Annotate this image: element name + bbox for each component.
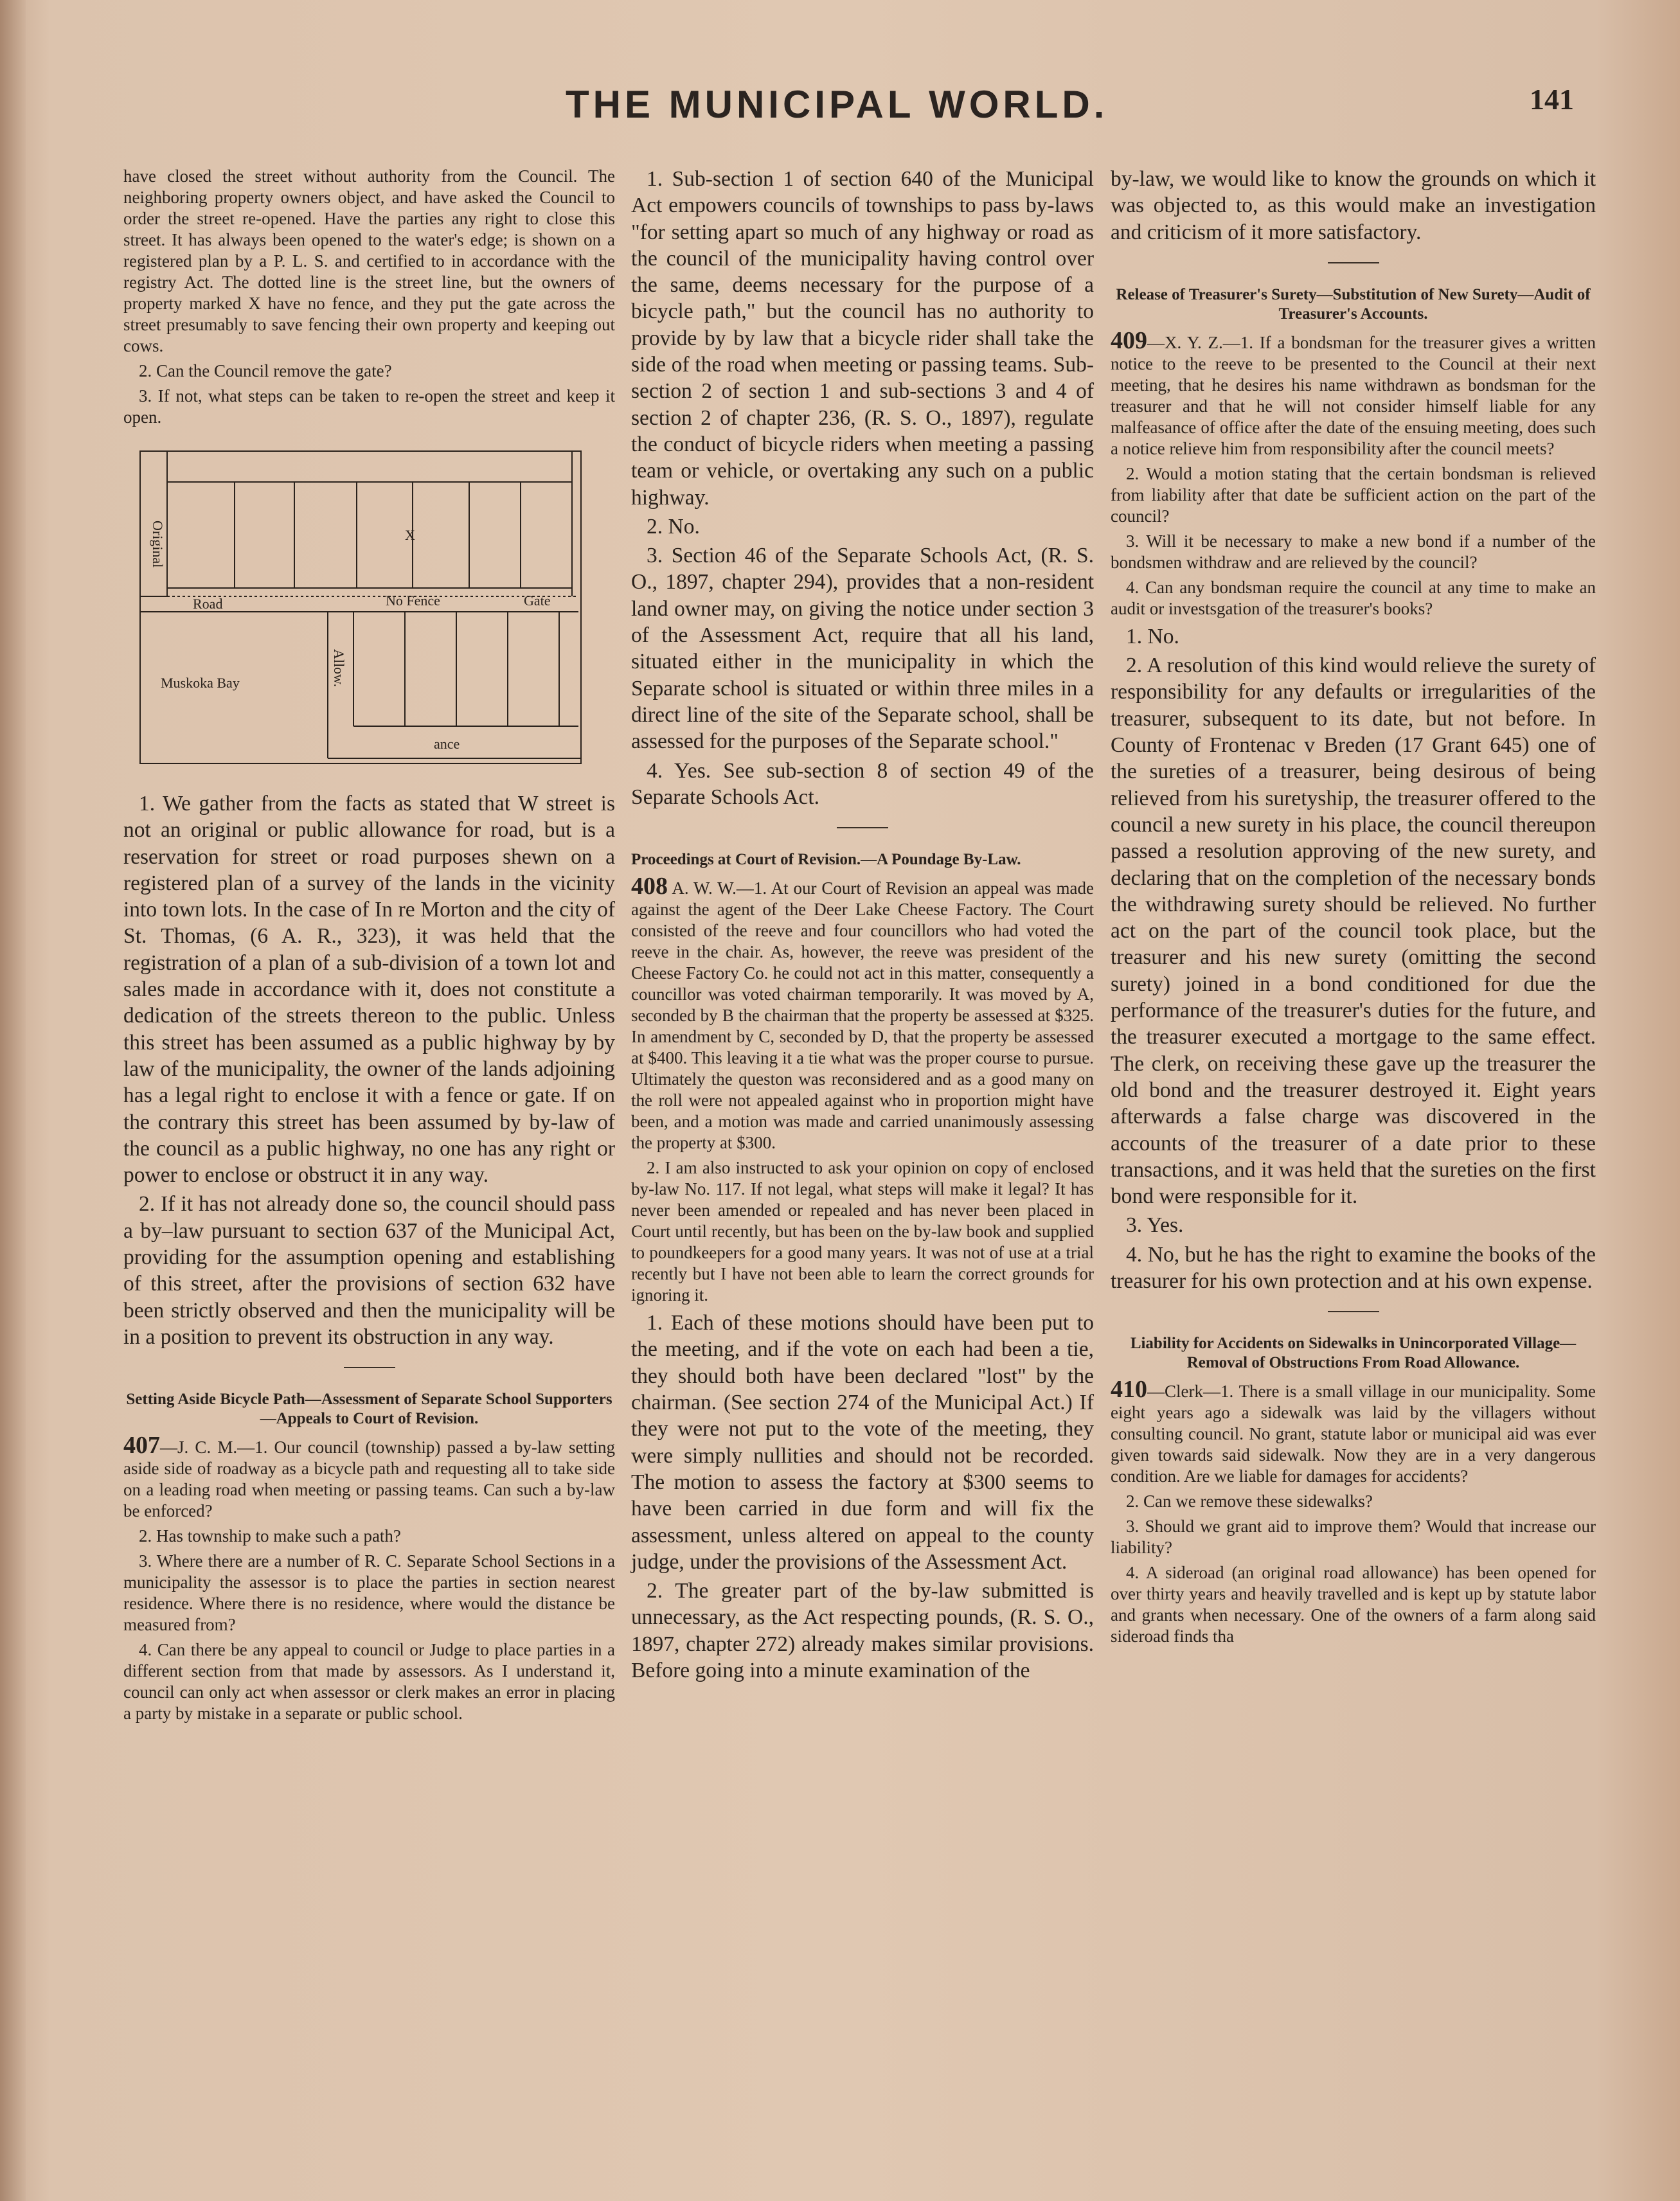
diagram-label-gate: Gate bbox=[524, 593, 551, 609]
page-number: 141 bbox=[1530, 83, 1574, 116]
query-408-question-2: 2. I am also instructed to ask your opinion on copy of enclosed by-law No. 117. If not legal, what steps will make it legal? It has never been amended or repealed and has never been placed in Court until recently, but has been on the by-law book and supplied to poundkeepers for a good many years. It was not of use at a trial recently but I have not been able to learn the correct grounds for ignoring it. bbox=[631, 1158, 1094, 1305]
query-410-question-2: 2. Can we remove these sidewalks? bbox=[1126, 1492, 1373, 1511]
section-divider bbox=[1328, 262, 1379, 263]
query-409-question-1: —X. Y. Z.—1. If a bondsman for the treasurer gives a written notice to the reeve to be presented to the Council at their next meeting, that he desires his name withdrawn as bondsman for the treasurer and that he will not consider himself liable for any malfeasance of office after the date of the ensuing meeting, does such a notice relieve him from responsibility after the council meets? bbox=[1111, 332, 1596, 458]
query-409-question-4: 4. Can any bondsman require the council at any time to make an audit or investsgation of the treasurer's books? bbox=[1111, 577, 1596, 618]
query-407-question-2: 2. Has township to make such a path? bbox=[139, 1526, 401, 1546]
diagram-label-x: X bbox=[405, 527, 415, 543]
answer-2-street: 2. If it has not already done so, the council should pass a by–law pursuant to section 637 of the Municipal Act, providing for the assumption opening and establishing of this street, after the provisions of section 632 have been strictly observed and then the municipality will be in a position to prevent its obstruction in any way. bbox=[123, 1192, 615, 1349]
diagram-label-no-fence: No Fence bbox=[386, 593, 440, 609]
query-number-408: 408 bbox=[631, 873, 668, 900]
diagram-label-road: Road bbox=[193, 596, 223, 612]
section-divider bbox=[344, 1367, 395, 1368]
diagram-label-muskoka-bay: Muskoka Bay bbox=[161, 675, 240, 691]
answer-407-1: 1. Sub-section 1 of section 640 of the Municipal Act empowers councils of townships to pass by-laws "for setting apart so much of any highway or road as the council of the municipality having control over the same, deems necessary for the purpose of a bicycle path," but the council has no authority to provide by by law that a bicycle rider shall take the side of the road when meeting or passing teams. Sub-section 2 of section 1 and sub-sections 3 and 4 of section 2 of chapter 236, (R. S. O., 1897), regulate the conduct of bicycle riders when meeting a passing team or vehicle, or overtaking any such on a public highway. bbox=[631, 167, 1094, 510]
column-1 bbox=[123, 166, 615, 1728]
section-divider bbox=[837, 827, 888, 828]
answer-1-street: 1. We gather from the facts as stated that W street is not an original or public allowance for road, but is a reservation for street or road purposes shewn on a registered plan of a survey of the lands in the vicinity into town lots. In the case of In re Morton and the city of St. Thomas, (6 A. R., 323), it was held that the registration of a plan of a sub-division of a town lot and sales made in accordance with it, does not constitute a dedication of the streets thereon to the public. Unless this street has been assumed as a public highway by by law of the municipality, the owner of the lands adjoining has a legal right to enclose it with a fence or gate. If on the contrary this street has been assumed by by-law of the council as a public highway, no one has any right or power to enclose or obstruct it in any way. bbox=[123, 792, 615, 1188]
diagram-label-original: Original bbox=[150, 521, 166, 568]
query-question-3: 3. If not, what steps can be taken to re-open the street and keep it open. bbox=[123, 386, 615, 427]
query-407-question-4: 4. Can there be any appeal to council or Judge to place parties in a different section from that made by assessors. As I understand it, council can only act when assessor or clerk makes an error in placing a party by mistake in a separate or public school. bbox=[123, 1640, 615, 1724]
street-plan-diagram bbox=[135, 443, 585, 771]
answer-407-2: 2. No. bbox=[647, 514, 700, 539]
answer-407-4: 4. Yes. See sub-section 8 of section 49 of the Separate Schools Act. bbox=[631, 758, 1094, 809]
query-number-407: 407 bbox=[123, 1432, 160, 1459]
query-410-question-1: —Clerk—1. There is a small village in our municipality. Some eight years ago a sidewalk was laid by the villagers without consulting council. No grant, statute labor or municipal aid was ever given towards said sidewalk. Now they are in a very dangerous condition. Are we liable for damages for accidents? bbox=[1111, 1382, 1596, 1486]
query-410-question-4: 4. A sideroad (an original road allowance) has been opened for over thirty years and heavily travelled and is kept up by statute labor and grants when necessary. One of the owners of a farm along said sideroad finds tha bbox=[1111, 1563, 1596, 1646]
diagram-label-ance: ance bbox=[434, 736, 460, 752]
query-410-question-3: 3. Should we grant aid to improve them? Would that increase our liability? bbox=[1111, 1517, 1596, 1558]
section-divider bbox=[1328, 1311, 1379, 1312]
headline-407: Setting Aside Bicycle Path—Assessment of Separate School Supporters—Appeals to Court of Revision. bbox=[126, 1391, 612, 1428]
answer-408-1: 1. Each of these motions should have been put to the meeting, and if the vote on each had been a tie, they should both have been declared "lost" by the chairman. (See section 274 of the Municipal Act.) If they were not put to the vote of the meeting, they were simply nullities and should not be recorded. The motion to assess the factory at $300 seems to have been carried in due form and will fix the assessment, unless altered on appeal to the county judge, under the provisions of the Assessment Act. bbox=[631, 1311, 1094, 1574]
query-407-question-1: —J. C. M.—1. Our council (township) passed a by-law setting aside side of roadway as a bicycle path and requesting all to take side on a leading road when meeting or passing teams. Can such a by-law be enforced? bbox=[123, 1438, 615, 1521]
answer-408-2: 2. The greater part of the by-law submitted is unnecessary, as the Act respecting pounds, (R. S. O., 1897, chapter 272) already makes similar provisions. Before going into a minute examination of the bbox=[631, 1579, 1094, 1682]
masthead-title: THE MUNICIPAL WORLD. bbox=[566, 83, 1109, 126]
query-number-410: 410 bbox=[1111, 1376, 1147, 1403]
answer-409-4: 4. No, but he has the right to examine the books of the treasurer for his own protection and at his own expense. bbox=[1111, 1242, 1596, 1294]
column-3 bbox=[1111, 166, 1596, 1651]
query-408-question-1: A. W. W.—1. At our Court of Revision an appeal was made against the agent of the Deer Lake Cheese Factory. The Court consisted of the reeve and four councillors who had voted the reeve in the chair. As, however, the reeve was president of the Cheese Factory Co. he could not act in this matter, consequently a councillor was voted chairman temporarily. It was moved by A, seconded by B the chairman that the property be assessed at $325. In amendment by C, seconded by D, that the property be assessed at $400. This leaving it a tie what was the proper course to pursue. Ultimately the queston was reconsidered and as a good many on the roll were not appealed against who in proportion might have been, and a motion was made and carried unanimously assessing the property at $300. bbox=[631, 878, 1094, 1153]
query-number-409: 409 bbox=[1111, 326, 1147, 354]
answer-409-2: 2. A resolution of this kind would relieve the surety of responsibility for any defaults or irregularities of the treasurer, subsequent to its date, but not before. In County of Frontenac v Breden (17 Grant 645) one of the sureties of a treasurer, being desirous of being relieved from his suretyship, the treasurer offered to the council a new surety in his place, the council thereupon passed a resolution approving of the new surety, and declaring that on the completion of the necessary bonds the withdrawing surety should be relieved. No further act on the part of the council took place, but the treasurer and his new surety (omitting the second surety) joined in a bond conditioned for due the performance of the treasurer's duties for the future, and the treasurer executed a mortgage to the same effect. The clerk, on receiving these gave up the treasurer the old bond and the treasurer destroyed it. Eight years afterwards a false charge was discovered in the accounts of the treasurer of a date prior to these transactions, and it was held that the sureties on the first bond were responsible for it. bbox=[1111, 654, 1596, 1209]
query-intro-text: have closed the street without authority from the Council. The neighboring property owners object, and have asked the Council to order the street re-opened. Have the parties any right to close this street. It has always been opened to the water's edge; is shown on a registered plan by a P. L. S. and certified to in accordance with the registry Act. The dotted line is the street line, but the owners of property marked X have no fence, and they put the gate across the street presumably to save fencing their own property and keeping out cows. bbox=[123, 166, 615, 355]
query-409-question-2: 2. Would a motion stating that the certain bondsman is relieved from liability after that date be sufficient action on the part of the council? bbox=[1111, 463, 1596, 526]
answer-409-1: 1. No. bbox=[1126, 624, 1179, 648]
headline-408: Proceedings at Court of Revision.—A Poundage By-Law. bbox=[631, 851, 1021, 869]
diagram-label-allow: Allow. bbox=[331, 649, 347, 688]
answer-409-3: 3. Yes. bbox=[1126, 1213, 1184, 1238]
query-question-2: 2. Can the Council remove the gate? bbox=[139, 361, 392, 380]
answer-408-continued: by-law, we would like to know the grounds on which it was objected to, as this would make an investigation and criticism of it more satisfactory. bbox=[1111, 167, 1596, 244]
query-409-question-3: 3. Will it be necessary to make a new bond if a number of the bondsmen withdraw and are relieved by the council? bbox=[1111, 531, 1596, 572]
headline-409: Release of Treasurer's Surety—Substitution of New Surety—Audit of Treasurer's Accounts. bbox=[1116, 285, 1591, 323]
query-407-question-3: 3. Where there are a number of R. C. Separate School Sections in a municipality the assessor is to place the parties in section nearest residence. Where there is no residence, where would the distance be measured from? bbox=[123, 1551, 615, 1635]
answer-407-3: 3. Section 46 of the Separate Schools Act, (R. S. O., 1897, chapter 294), provides that a non-resident land owner may, on giving the notice under section 3 of the Assessment Act, require that all his land, situated either in the municipality in which the Separate school is situated or within three miles in a direct line of the site of the Separate school, shall be assessed for the purposes of the Separate school." bbox=[631, 544, 1094, 754]
page-binding-edge bbox=[0, 0, 26, 2201]
column-2 bbox=[631, 166, 1094, 1686]
headline-410: Liability for Accidents on Sidewalks in Unincorporated Village—Removal of Obstructions From Road Allowance. bbox=[1130, 1335, 1577, 1372]
